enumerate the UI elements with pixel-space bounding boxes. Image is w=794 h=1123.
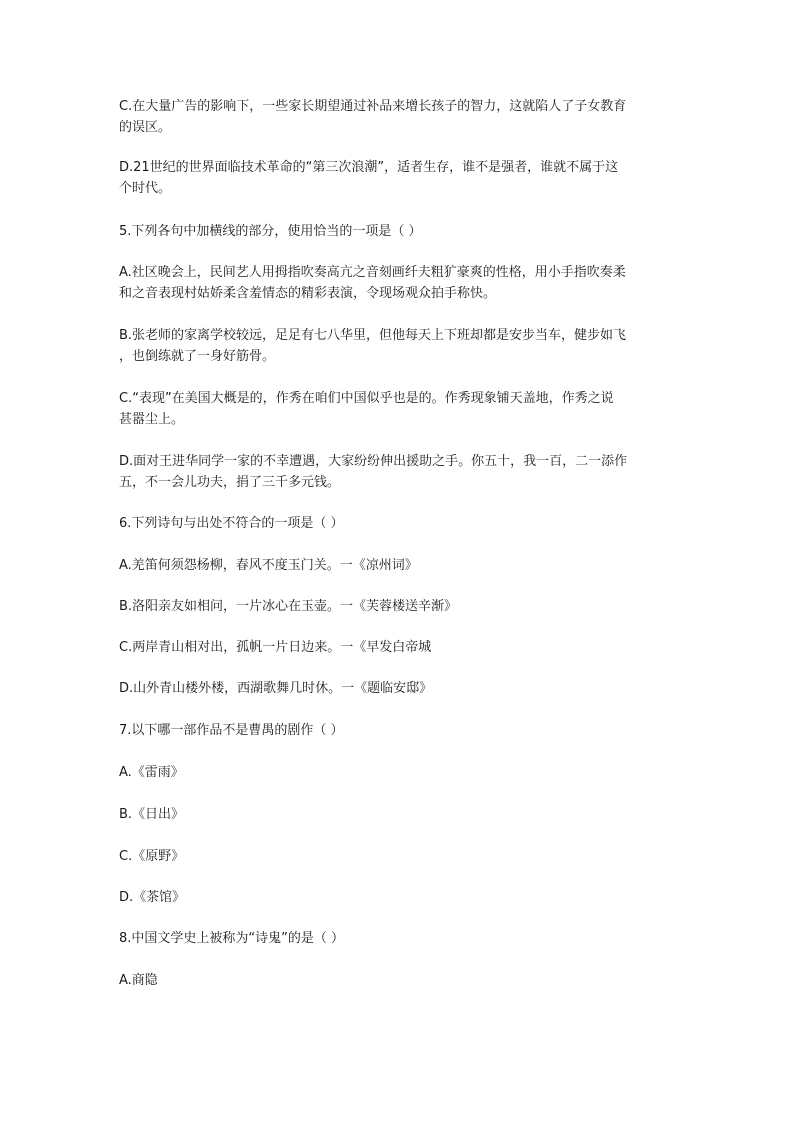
q5-option-c <box>119 388 671 430</box>
text-line: A.《雷雨》 <box>119 765 184 780</box>
q7-option-b <box>119 804 671 825</box>
text-line: C.《原野》 <box>119 849 185 864</box>
q7-option-c <box>119 846 671 867</box>
text-line: 和之音表现村姑娇柔含羞情态的精彩表演，令现场观众拍手称快。 <box>119 286 497 301</box>
q5-option-d <box>119 451 671 493</box>
text-line: 个时代。 <box>119 181 172 196</box>
text-line: B.洛阳亲友如相问，一片冰心在玉壶。一《芙蓉楼送辛渐》 <box>119 599 458 614</box>
text-line: D.《茶馆》 <box>119 890 186 905</box>
text-line: 7.以下哪一部作品不是曹禺的剧作（ ） <box>119 723 344 738</box>
text-line: D.山外青山楼外楼，西湖歌舞几时休。一《题临安邸》 <box>119 681 433 696</box>
q8-stem <box>119 928 671 949</box>
text-line: 8.中国文学史上被称为“诗鬼”的是（ ） <box>119 931 345 946</box>
text-line: C.两岸青山相对出，孤帆一片日边来。一《早发白帝城 <box>119 640 432 655</box>
q6-option-b <box>119 596 671 617</box>
q5-option-a <box>119 262 671 304</box>
text-line: 甚嚣尘上。 <box>119 412 185 427</box>
text-line: D.21世纪的世界面临技术革命的“第三次浪潮”，适者生存，谁不是强者，谁就不属于这 <box>119 160 619 175</box>
text-line: A.羌笛何须怨杨柳，春风不度玉门关。一《凉州词》 <box>119 558 418 573</box>
text-line: ，也倒练就了一身好筋骨。 <box>119 349 276 364</box>
text-line: 6.下列诗句与出处不符合的一项是（ ） <box>119 516 344 531</box>
q6-option-d <box>119 678 671 699</box>
text-line: B.张老师的家离学校较远，足足有七八华里，但他每天上下班却都是安步当车，健步如飞 <box>119 328 627 343</box>
text-line: 5.下列各句中加横线的部分，使用恰当的一项是（ ） <box>119 224 422 239</box>
q7-option-d <box>119 887 671 908</box>
q6-stem <box>119 513 671 534</box>
text-line: B.《日出》 <box>119 807 185 822</box>
q5-stem <box>119 221 671 242</box>
q4-option-d <box>119 157 671 199</box>
text-line: C.在大量广告的影响下，一些家长期望通过补品来增长孩子的智力，这就陷人了子女教育 <box>119 99 627 114</box>
text-line: D.面对王进华同学一家的不幸遭遇，大家纷纷伸出援助之手。你五十，我一百，二一添作 <box>119 454 628 469</box>
q4-option-c <box>119 96 671 138</box>
q6-option-c <box>119 637 671 658</box>
text-line: A.社区晚会上，民间艺人用拇指吹奏高亢之音刻画纤夫粗犷豪爽的性格，用小手指吹奏柔 <box>119 265 626 280</box>
q6-option-a <box>119 555 671 576</box>
text-line: A.商隐 <box>119 973 158 988</box>
text-line: 五，不一会儿功夫，捐了三千多元钱。 <box>119 475 341 490</box>
text-line: C.“表现”在美国大概是的，作秀在咱们中国似乎也是的。作秀现象铺天盖地，作秀之说 <box>119 391 614 406</box>
q5-option-b <box>119 325 671 367</box>
q7-option-a <box>119 762 671 783</box>
text-line: 的误区。 <box>119 120 172 135</box>
q7-stem <box>119 720 671 741</box>
q8-option-a <box>119 970 671 991</box>
